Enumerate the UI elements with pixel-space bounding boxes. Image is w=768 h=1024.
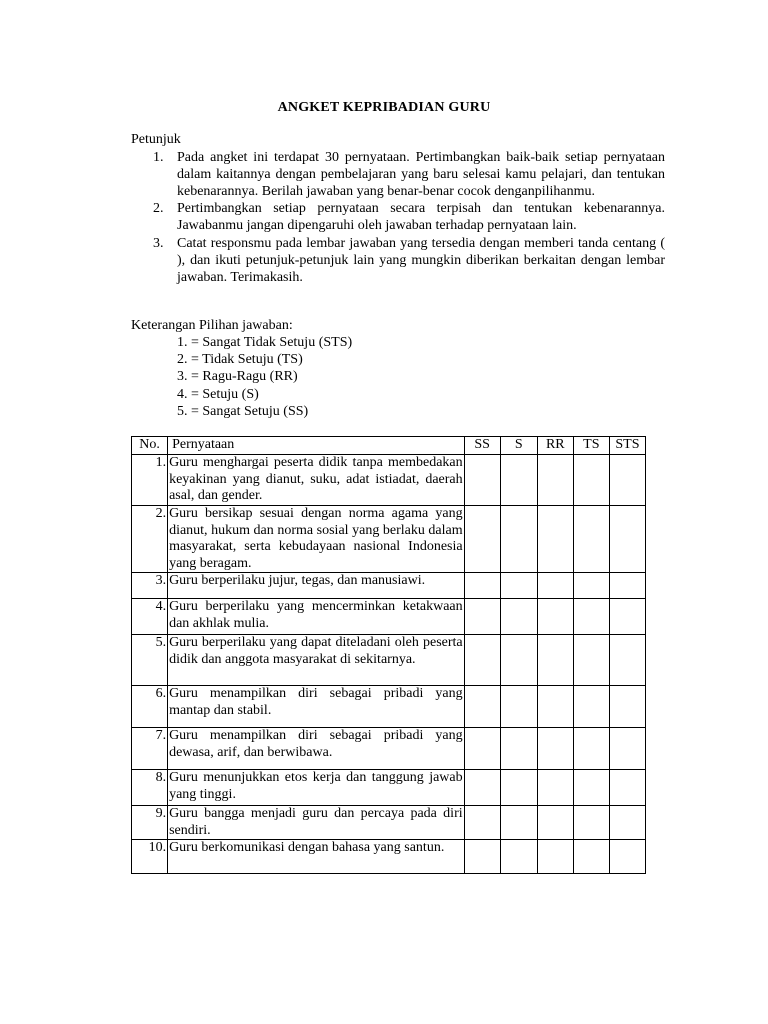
answer-s-cell[interactable] [500, 635, 537, 686]
row-number: 10. [132, 840, 168, 874]
row-statement: Guru berperilaku yang dapat diteladani oleh peserta didik dan anggota masyarakat di sekitarnya. [168, 635, 465, 686]
legend-heading: Keterangan Pilihan jawaban: [131, 318, 293, 333]
answer-s-cell[interactable] [500, 728, 537, 770]
answer-ss-cell[interactable] [464, 599, 500, 635]
answer-ss-cell[interactable] [464, 840, 500, 874]
answer-sts-cell[interactable] [609, 506, 645, 573]
answer-s-cell[interactable] [500, 840, 537, 874]
legend-item: 5. = Sangat Setuju (SS) [177, 403, 309, 419]
legend-item: 2. = Tidak Setuju (TS) [177, 352, 303, 368]
survey-table [131, 436, 646, 874]
table-row [132, 840, 646, 874]
answer-sts-cell[interactable] [609, 728, 645, 770]
answer-sts-cell[interactable] [609, 573, 645, 599]
legend-item: 3. = Ragu-Ragu (RR) [177, 369, 298, 385]
instruction-text: Pertimbangkan setiap pernyataan secara terpisah dan tentukan kebenarannya. Jawabanmu jangan dipengaruhi oleh jawaban terhadap pernyataan lain. [177, 201, 665, 234]
answer-ts-cell[interactable] [573, 770, 609, 806]
row-number: 9. [132, 806, 168, 840]
instruction-number: 1. [153, 150, 164, 165]
answer-rr-cell[interactable] [537, 840, 573, 874]
legend-item: 1. = Sangat Tidak Setuju (STS) [177, 335, 353, 350]
header-statement: Pernyataan [168, 437, 465, 455]
answer-ss-cell[interactable] [464, 506, 500, 573]
row-statement: Guru berperilaku yang mencerminkan ketakwaan dan akhlak mulia. [168, 599, 465, 635]
answer-s-cell[interactable] [500, 573, 537, 599]
row-statement: Guru berperilaku jujur, tegas, dan manusiawi. [168, 573, 465, 599]
answer-sts-cell[interactable] [609, 599, 645, 635]
table-row [132, 728, 646, 770]
answer-rr-cell[interactable] [537, 635, 573, 686]
instruction-text: Pada angket ini terdapat 30 pernyataan. Pertimbangkan baik-baik setiap pernyataan dalam kaitannya dengan pembelajaran yang baru selesai kamu pelajari, dan tentukan kebenarannya. Berilah jawaban yang benar-benar cocok denganpilihanmu. [177, 150, 665, 199]
table-row [132, 573, 646, 599]
table-row [132, 686, 646, 728]
answer-sts-cell[interactable] [609, 635, 645, 686]
header-rr: RR [537, 437, 573, 455]
instruction-item [131, 236, 665, 286]
answer-sts-cell[interactable] [609, 686, 645, 728]
answer-ss-cell[interactable] [464, 635, 500, 686]
row-number: 8. [132, 770, 168, 806]
answer-rr-cell[interactable] [537, 573, 573, 599]
answer-ts-cell[interactable] [573, 573, 609, 599]
answer-ts-cell[interactable] [573, 728, 609, 770]
answer-sts-cell[interactable] [609, 840, 645, 874]
instructions-list [131, 150, 665, 286]
row-statement: Guru menunjukkan etos kerja dan tanggung jawab yang tinggi. [168, 770, 465, 806]
answer-sts-cell[interactable] [609, 455, 645, 506]
header-no: No. [132, 437, 168, 455]
row-number: 5. [132, 635, 168, 686]
answer-ss-cell[interactable] [464, 573, 500, 599]
row-number: 3. [132, 573, 168, 599]
row-statement: Guru menampilkan diri sebagai pribadi yang dewasa, arif, dan berwibawa. [168, 728, 465, 770]
answer-rr-cell[interactable] [537, 506, 573, 573]
row-statement: Guru menampilkan diri sebagai pribadi yang mantap dan stabil. [168, 686, 465, 728]
answer-rr-cell[interactable] [537, 806, 573, 840]
instruction-item [131, 201, 665, 235]
answer-rr-cell[interactable] [537, 686, 573, 728]
table-row [132, 599, 646, 635]
row-number: 2. [132, 506, 168, 573]
instruction-text: Catat responsmu pada lembar jawaban yang tersedia dengan memberi tanda centang ( ), dan ikuti petunjuk-petunjuk lain yang mungkin diberikan berkaitan dengan lembar jawaban. Terimakasih. [177, 235, 665, 285]
table-row [132, 455, 646, 506]
row-number: 4. [132, 599, 168, 635]
answer-ts-cell[interactable] [573, 840, 609, 874]
table-row [132, 506, 646, 573]
answer-rr-cell[interactable] [537, 728, 573, 770]
answer-ts-cell[interactable] [573, 506, 609, 573]
legend-item: 4. = Setuju (S) [177, 386, 259, 402]
instructions-heading: Petunjuk [131, 132, 181, 147]
row-number: 1. [132, 455, 168, 506]
header-ts: TS [573, 437, 609, 455]
answer-ss-cell[interactable] [464, 770, 500, 806]
answer-ts-cell[interactable] [573, 806, 609, 840]
answer-ts-cell[interactable] [573, 455, 609, 506]
answer-ss-cell[interactable] [464, 455, 500, 506]
answer-s-cell[interactable] [500, 770, 537, 806]
answer-rr-cell[interactable] [537, 770, 573, 806]
row-statement: Guru menghargai peserta didik tanpa membedakan keyakinan yang dianut, suku, adat istiadat, daerah asal, dan gender. [168, 455, 465, 506]
document-title: ANGKET KEPRIBADIAN GURU [277, 100, 491, 115]
instruction-number: 3. [153, 235, 164, 251]
answer-ts-cell[interactable] [573, 599, 609, 635]
answer-s-cell[interactable] [500, 506, 537, 573]
header-sts: STS [609, 437, 645, 455]
row-statement: Guru bangga menjadi guru dan percaya pada diri sendiri. [169, 806, 463, 838]
table-row [132, 635, 646, 686]
row-statement: Guru berkomunikasi dengan bahasa yang santun. [168, 840, 465, 874]
header-ss: SS [464, 437, 500, 455]
table-row [132, 806, 646, 840]
instruction-item [131, 150, 665, 200]
answer-ss-cell[interactable] [464, 806, 500, 840]
answer-ss-cell[interactable] [464, 686, 500, 728]
answer-s-cell[interactable] [500, 455, 537, 506]
answer-ts-cell[interactable] [573, 635, 609, 686]
legend-list [177, 334, 352, 420]
row-number: 6. [132, 686, 168, 728]
table-header-row [132, 437, 646, 455]
answer-sts-cell[interactable] [609, 770, 645, 806]
answer-s-cell[interactable] [500, 686, 537, 728]
row-number: 7. [132, 728, 168, 770]
row-statement: Guru bersikap sesuai dengan norma agama yang dianut, hukum dan norma sosial yang berlaku dalam masyarakat, serta kebudayaan nasional Indonesia yang beragam. [169, 506, 463, 571]
answer-ts-cell[interactable] [573, 686, 609, 728]
header-s: S [500, 437, 537, 455]
answer-ss-cell[interactable] [464, 728, 500, 770]
answer-rr-cell[interactable] [537, 599, 573, 635]
answer-rr-cell[interactable] [537, 455, 573, 506]
answer-s-cell[interactable] [500, 806, 537, 840]
instruction-number: 2. [153, 201, 164, 217]
answer-s-cell[interactable] [500, 599, 537, 635]
table-row [132, 770, 646, 806]
answer-sts-cell[interactable] [609, 806, 645, 840]
